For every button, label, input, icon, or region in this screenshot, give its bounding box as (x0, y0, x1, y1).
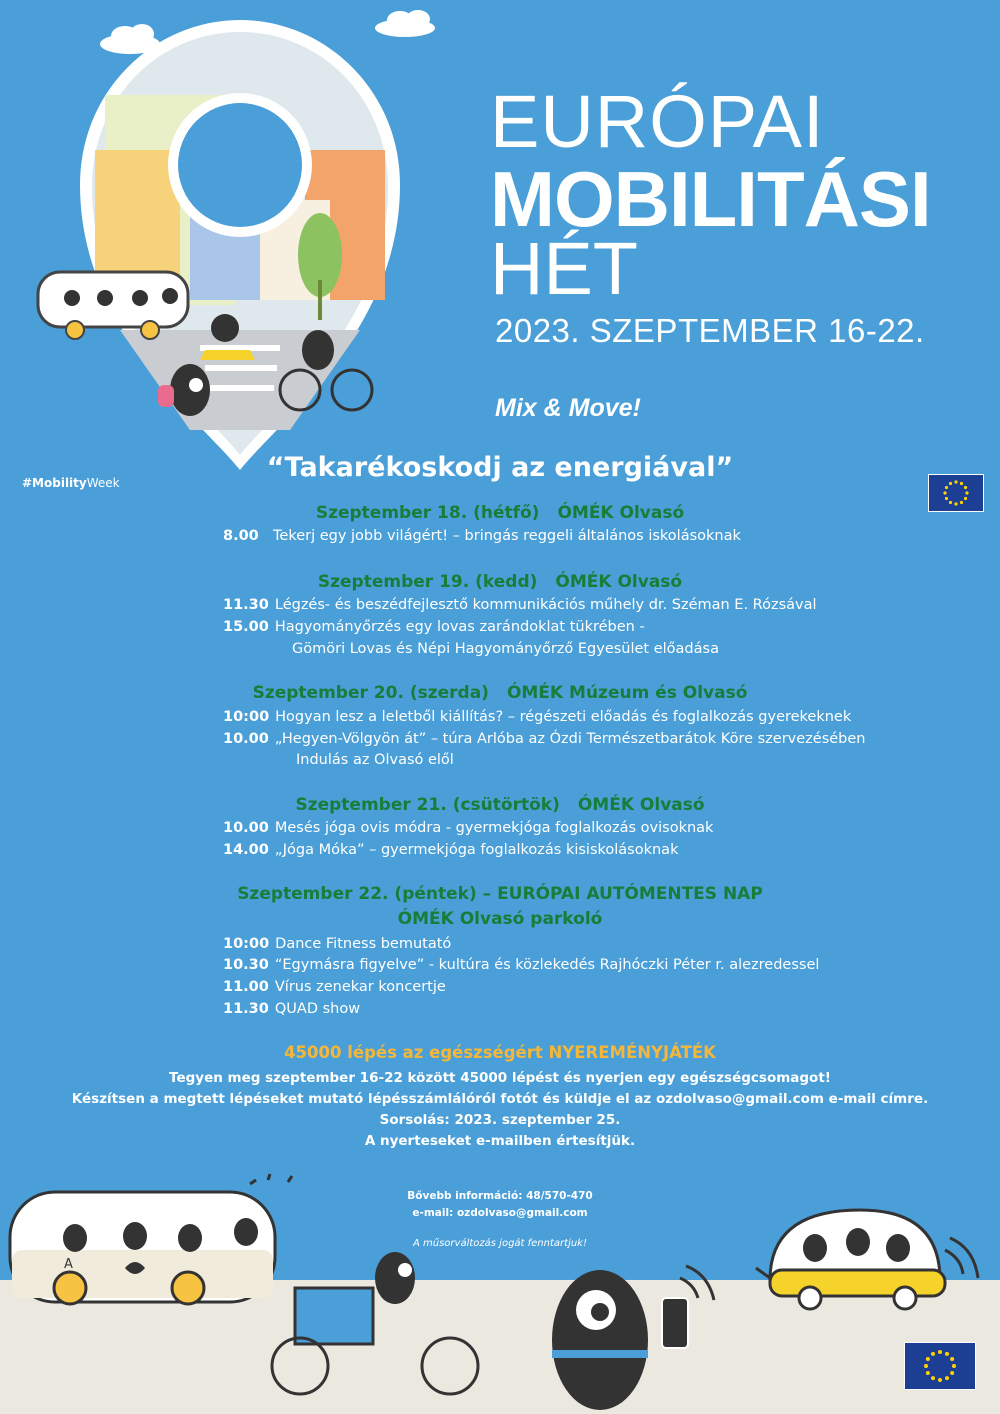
event-time: 8.00 (223, 528, 259, 544)
day-heading (0, 795, 1000, 815)
eu-star (964, 486, 967, 489)
event-text: Dance Fitness bemutató (275, 936, 452, 952)
event-time: 10.00 (223, 731, 269, 747)
event-text: Vírus zenekar koncertje (274, 979, 446, 995)
event-time: 10.00 (223, 820, 269, 836)
eu-star (945, 1352, 949, 1356)
eu-flag-bottom-icon (904, 1342, 976, 1390)
map-pin-illustration (0, 0, 480, 480)
bottom-illustrations (0, 1170, 1000, 1414)
day-place: ÓMÉK Olvasó (557, 503, 685, 523)
event-row (223, 619, 645, 635)
eu-star (931, 1376, 935, 1380)
eu-star (950, 1371, 954, 1375)
event-row (223, 709, 851, 725)
day-date: Szeptember 19. (kedd) (317, 572, 538, 592)
event-text: „Jóga Móka” – gyermekjóga foglalkozás kisiskolásoknak (274, 842, 679, 858)
hashtag-bold: #Mobility (22, 476, 87, 490)
eu-star (945, 486, 948, 489)
car-illustration (756, 1210, 978, 1309)
eu-star (954, 480, 957, 483)
eu-star (926, 1371, 930, 1375)
event-time: 10:00 (223, 709, 270, 725)
event-time: 10.30 (223, 957, 269, 973)
eu-star (950, 1357, 954, 1361)
event-text: “Egymásra figyelve” - kultúra és közlekedés Rajhóczki Péter r. alezredessel (274, 957, 820, 973)
game-line-3: Sorsolás: 2023. szeptember 25. (379, 1112, 621, 1128)
game-line-4: A nyerteseket e-mailben értesítjük. (364, 1133, 636, 1149)
event-row (223, 528, 741, 544)
event-row (223, 842, 678, 858)
event-row (223, 957, 819, 973)
day-heading (0, 683, 1000, 703)
eu-star (945, 497, 948, 500)
bus-letter: A (64, 1257, 73, 1272)
event-text: Hogyan lesz a leletből kiállítás? – régészeti előadás és foglalkozás gyerekeknek (275, 709, 852, 725)
eu-star (945, 1376, 949, 1380)
hashtag-rest: Week (86, 476, 120, 490)
event-time: 11.30 (223, 1001, 269, 1017)
event-text: „Hegyen-Völgyön át” – túra Arlóba az Ózdi Természetbarátok Köre szervezésében (274, 731, 866, 747)
event-row (223, 820, 713, 836)
event-row (223, 936, 451, 952)
event-time: 10:00 (223, 936, 270, 952)
eu-star (960, 482, 963, 485)
day-date: Szeptember 20. (szerda) (252, 683, 489, 703)
event-text: Mesés jóga ovis módra - gyermekjóga foglalkozás ovisoknak (274, 820, 714, 836)
day-date: Szeptember 18. (hétfő) (315, 503, 540, 523)
eu-star (964, 497, 967, 500)
event-text: Hagyományőrzés egy lovas zarándoklat tükrében - (274, 619, 645, 635)
event-text: QUAD show (274, 1001, 361, 1017)
disclaimer-note: A műsorváltozás jogát fenntartjuk! (413, 1238, 587, 1249)
slogan: “Takarékoskodj az energiával” (266, 452, 734, 483)
eu-star (924, 1364, 928, 1368)
bus-illustration (10, 1174, 292, 1304)
eu-star (931, 1352, 935, 1356)
day-place: ÓMÉK Olvasó (555, 572, 683, 592)
eu-star (938, 1350, 942, 1354)
eu-star (952, 1364, 956, 1368)
event-time: 11.00 (223, 979, 269, 995)
contact-email: e-mail: ozdolvaso@gmail.com (412, 1207, 588, 1219)
day-heading (0, 572, 1000, 592)
event-row (223, 731, 866, 747)
event-continuation: Gömöri Lovas és Népi Hagyományőrző Egyesület előadása (292, 641, 719, 657)
game-title: 45000 lépés az egészségért NYEREMÉNYJÁTÉK (284, 1043, 716, 1062)
day-place: ÓMÉK Múzeum és Olvasó (506, 683, 748, 703)
contact-phone: Bővebb információ: 48/570-470 (407, 1190, 593, 1202)
event-text: Légzés- és beszédfejlesztő kommunikációs műhely dr. Széman E. Rózsával (274, 597, 817, 613)
event-row (223, 1001, 360, 1017)
game-line-1: Tegyen meg szeptember 16-22 között 45000 lépést és nyerjen egy egészségcsomagot! (169, 1070, 831, 1086)
eu-star (965, 491, 968, 494)
title-line-2: MOBILITÁSI (490, 155, 931, 243)
event-continuation: Indulás az Olvasó elől (296, 752, 454, 768)
event-time: 14.00 (223, 842, 269, 858)
eu-star (943, 491, 946, 494)
day-place: ÓMÉK Olvasó (577, 795, 705, 815)
event-row (223, 597, 817, 613)
game-line-2: Készítsen a megtett lépéseket mutató lépésszámlálóról fotót és küldje el az ozdolvaso@gmail.com e-mail címre. (71, 1091, 929, 1107)
phone-character-illustration (552, 1266, 714, 1410)
day-place: ÓMÉK Olvasó parkoló (397, 909, 603, 929)
day-date: Szeptember 21. (csütörtök) (295, 795, 560, 815)
event-time: 15.00 (223, 619, 269, 635)
cargo-bike-illustration (272, 1252, 478, 1394)
day-heading: Szeptember 22. (péntek) – EURÓPAI AUTÓMENTES NAP (237, 884, 763, 904)
event-text: Tekerj egy jobb világért! – bringás reggeli általános iskolásoknak (273, 528, 741, 544)
event-time: 11.30 (223, 597, 269, 613)
motto: Mix & Move! (495, 394, 641, 422)
day-heading (0, 503, 1000, 523)
eu-star (938, 1378, 942, 1382)
event-date: 2023. SZEPTEMBER 16-22. (495, 312, 925, 349)
eu-star (926, 1357, 930, 1361)
eu-star (949, 482, 952, 485)
title-line-3: HÉT (490, 227, 638, 310)
title-line-1: EURÓPAI (490, 80, 825, 163)
event-row (223, 979, 446, 995)
